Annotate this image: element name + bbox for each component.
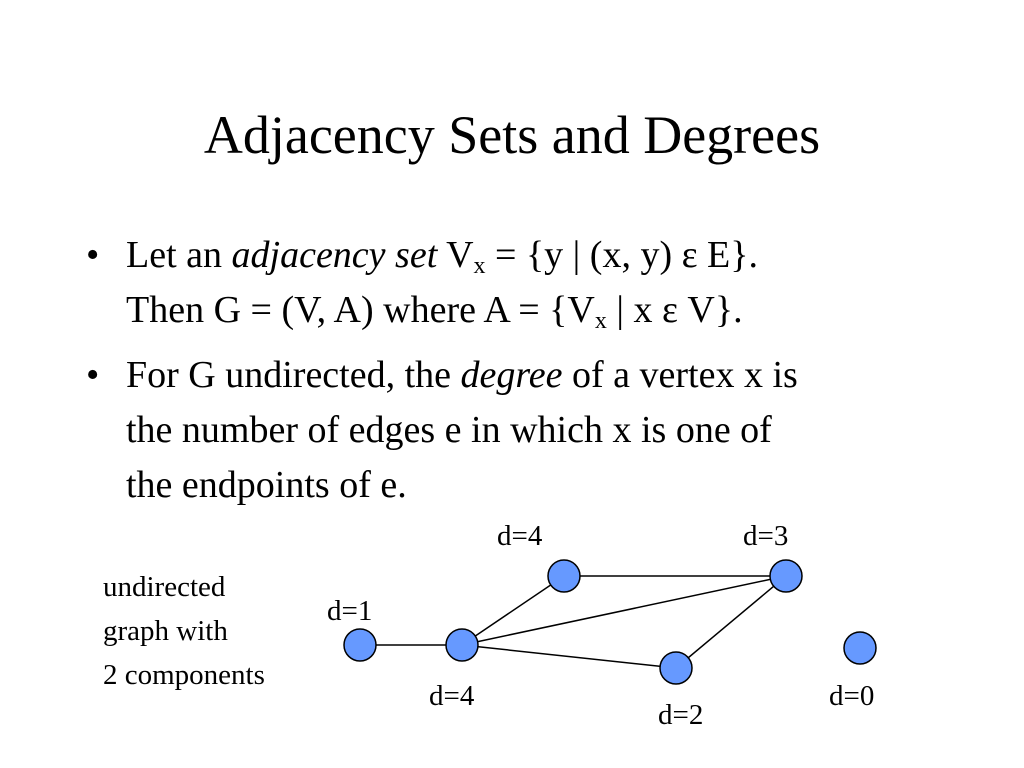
graph-node [770,560,802,592]
edge [462,576,786,645]
graph-caption-line: undirected [103,571,226,603]
degree-label: d=4 [429,680,475,712]
bullet-line: the number of edges e in which x is one of [126,409,772,451]
subscript: x [594,308,607,334]
graph-node [548,560,580,592]
graph-nodes [344,560,876,684]
graph-node [844,632,876,664]
degree-label: d=0 [829,680,875,712]
edge [676,576,786,668]
edge [462,645,676,668]
slide-title: Adjacency Sets and Degrees [203,105,821,165]
graph-node [344,629,376,661]
bullet-marker: • [86,234,100,276]
text-run: of a vertex x is [562,354,798,396]
bullet-marker: • [86,354,100,396]
graph-caption-line: 2 components [103,659,265,691]
text-run: | x ε V}. [606,289,743,331]
subscript: x [473,253,486,279]
text-run: Let an [126,234,232,276]
graph-caption-line: graph with [103,615,228,647]
text-run: = {y | (x, y) ε E}. [485,234,759,276]
bullet-line: the endpoints of e. [126,464,407,506]
degree-label: d=4 [497,520,543,552]
degree-label: d=3 [743,520,789,552]
text-run: Then G = (V, A) where A = {V [126,289,595,331]
emphasis-degree: degree [460,354,563,396]
text-run: V [437,234,474,276]
emphasis-adjacency-set: adjacency set [231,234,438,276]
graph-node [660,652,692,684]
text-run: For G undirected, the [126,354,461,396]
degree-label: d=2 [658,699,704,731]
degree-label: d=1 [327,595,373,627]
graph-node [446,629,478,661]
